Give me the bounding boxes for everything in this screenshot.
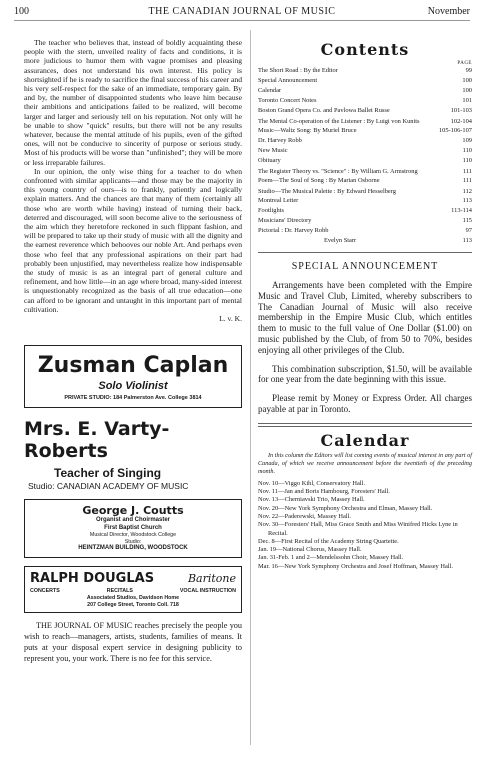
calendar-event: Nov. 11—Jan and Boris Hambourg, Foresters' Hall. — [258, 488, 390, 496]
divider — [258, 426, 472, 427]
announcement-paragraph: This combination subscription, $1.50, will be available for one year from the date beginning with this issue. — [258, 363, 472, 385]
calendar-event: Nov. 22—Paderewski, Massey Hall. — [258, 512, 351, 520]
ad-george-coutts — [24, 499, 242, 558]
divider — [258, 423, 472, 424]
contents-title: Contents — [320, 40, 410, 59]
toc-entry — [258, 136, 472, 146]
toc-entry-title: Montreal Letter — [258, 197, 299, 204]
ad-service: VOCAL INSTRUCTION — [179, 587, 236, 594]
announcement-paragraph: Arrangements have been completed with the Empire Music and Travel Club, Limited, whereby subscribers to The Canadian Journal of Music will also receive membership in the Empire Music Club, which entitles them to music to the full value of One Dollar ($1.00) on music published by the Club, of from 50 to 70%, besides enjoying all other privileges of the Club. — [258, 280, 472, 355]
toc-entry — [258, 216, 472, 226]
toc-entry-title: The Mental Co-operation of the Listener : By Luigi von Kunits — [258, 117, 420, 125]
toc-entry-title: New Music — [258, 147, 288, 154]
ad-name: Mrs. E. Varty-Roberts — [24, 418, 170, 463]
journal-promo: THE JOURNAL OF MUSIC reaches precisely the people you wish to reach—managers, artists, students, families of means. It puts at your disposal expert service in designing publicity to represent you, your work. There is no fee for this service. — [24, 620, 242, 663]
toc-entry-page: 112 — [462, 187, 472, 195]
journal-title: THE CANADIAN JOURNAL OF MUSIC — [148, 6, 336, 17]
ad-varty-roberts — [24, 418, 242, 491]
toc-entry-title: The Register Theory vs. "Science" : By William G. Armstrong — [258, 167, 418, 175]
calendar-event: Dec. 8—First Recital of the Academy String Quartette. — [258, 537, 399, 545]
calendar-event: Mar. 16—New York Symphony Orchestra and Josef Hoffman, Massey Hall. — [258, 562, 453, 570]
toc-entry-page: 111 — [462, 177, 472, 184]
essay-paragraph: In our opinion, the only wise thing for a teacher to do when confronted with similar applicants—and those may be the majority in this young country of ours—is to frankly, patiently and logically explain matters. And the chances are that many of them (certainly all those who are worth while having) instead of turning their back, deterred and discouraged, will soon become alive to the seriousness of the aim which they heretofore reckoned in such flippant fashion, and will be prepared to take up their study of music with all the dignity and the earnest reverence which behooves our noble Art. And perhaps even those who feel that any professional aspirations on their part had probably been unjustified, may nevertheless realize how indispensable the study of music is as an integral part of general culture and refinement, and how little—in an age where broad, many-sided interest is unquestionably recognized as the basis of all true education—one can afford to be ignorant and untaught in this important part of mental cultivation. — [24, 166, 242, 314]
calendar-event: Nov. 13—Cherniavski Trio, Massey Hall. — [258, 496, 365, 504]
page-number: 100 — [14, 6, 29, 17]
toc-entry — [258, 186, 472, 196]
toc-entry-page: 113-114 — [451, 207, 472, 214]
toc-entry-title: Obituary — [258, 157, 281, 164]
toc-entry-page: 100 — [462, 87, 472, 94]
toc-entry-page: 113 — [462, 197, 472, 204]
ad-ralph-douglas — [24, 566, 242, 613]
toc-entry-title: Music—Waltz Song: By Muriel Bruce — [258, 127, 357, 134]
left-column — [24, 38, 242, 664]
toc-entry-page: 102-104 — [450, 117, 472, 125]
toc-entry-page: 115 — [462, 217, 472, 224]
toc-entry-page: 113 — [462, 237, 472, 244]
toc-entry-title: Pictorial : Dr. Harvey Robb — [258, 227, 329, 234]
running-header — [14, 6, 470, 21]
ad-role: Teacher of Singing — [54, 466, 162, 481]
toc-entry-title: The Short Road : By the Editor — [258, 67, 338, 74]
toc-entry-page: 101-103 — [450, 107, 472, 114]
toc-entry — [258, 126, 472, 136]
toc-entry-page: 97 — [465, 227, 472, 234]
toc-entry-title: Dr. Harvey Robb — [258, 137, 302, 144]
toc-entry — [258, 226, 472, 236]
calendar-event: Jan. 31-Feb. 1 and 2—Mendelssohn Choir, Massey Hall. — [258, 554, 404, 562]
ad-line: HEINTZMAN BUILDING, WOODSTOCK — [78, 545, 188, 552]
page-column-label: PAGE — [457, 61, 472, 66]
toc-entry — [258, 176, 472, 186]
ad-line: First Baptist Church — [104, 524, 162, 531]
toc-entry-title: Calendar — [258, 87, 282, 94]
toc-entry-page: 111 — [462, 167, 472, 175]
toc-entry — [258, 206, 472, 216]
essay-paragraph: The teacher who believes that, instead of boldly acquainting these people with the stern, unveiled reality of facts and conditions, it is more judicious to humor them with vague promises and pleasing assurances, does not understand his own interest. His policy is shortsighted if he is ready to sacrifice the final success of his career and his very self-respect for the sake of an immediate, temporary gain. By and by, the number of disappointed students who leave him because their ambitions and anticipations failed to be realized, will become larger and larger and seriously tell on his reputation. Not only will he be unable to show "quick" results, but there will not be any results whatever, because the mental attitude of his pupils, even of the gifted ones, will not be conducive to sincerity of purpose or serious study. Most of his products will be worse than "unfinished"; they will be more or less irreparable failures. — [24, 38, 242, 167]
essay-signature: L. v. K. — [219, 314, 242, 324]
announcement-paragraph: Please remit by Money or Express Order. All charges payable at par in Toronto. — [258, 393, 472, 414]
calendar-event: Nov. 10—Viggo Kihl, Conservatory Hall. — [258, 479, 365, 487]
calendar-list — [258, 480, 472, 571]
toc-entry — [258, 146, 472, 156]
toc-entry — [258, 236, 472, 246]
toc-entry — [258, 96, 472, 106]
ad-address: PRIVATE STUDIO: 184 Palmerston Ave. College 3814 — [64, 395, 202, 402]
toc-entry-page: 110 — [462, 147, 472, 154]
ad-line: Studio: — [124, 538, 142, 545]
announcement-body — [258, 280, 472, 415]
toc-entry-title: Special Announcement — [258, 77, 318, 84]
toc-entry-title: Evelyn Starr — [324, 237, 357, 244]
calendar-event: Jan. 19—National Chorus, Massey Hall. — [258, 546, 362, 554]
essay — [24, 38, 242, 323]
toc-entry-page: 99 — [465, 67, 472, 74]
toc-entry-title: Studio—The Musical Palette : By Edward Hesselberg — [258, 187, 396, 195]
calendar-event: Nov. 20—New York Symphony Orchestra and Elman, Massey Hall. — [258, 504, 433, 512]
toc-entry — [258, 166, 472, 176]
table-of-contents — [258, 66, 472, 246]
ad-name: RALPH DOUGLAS — [30, 570, 155, 586]
toc-entry — [258, 116, 472, 126]
toc-entry — [258, 196, 472, 206]
ad-zusman-caplan — [24, 345, 242, 408]
ad-service: RECITALS — [106, 587, 133, 594]
ad-line: Organist and Choirmaster — [95, 517, 170, 524]
toc-entry-page: 109 — [462, 137, 472, 144]
toc-entry-page: 101 — [462, 97, 472, 104]
column-divider — [250, 30, 251, 745]
divider — [258, 252, 472, 253]
calendar-title: Calendar — [320, 430, 410, 450]
toc-entry — [258, 106, 472, 116]
announcement-heading: SPECIAL ANNOUNCEMENT — [291, 261, 439, 272]
toc-entry-title: Boston Grand Opera Co. and Pavlowa Ballet Russe — [258, 107, 390, 114]
ad-address: Associated Studios, Davidson Home — [86, 594, 180, 601]
ad-line: Musical Director, Woodstock College — [89, 532, 177, 539]
toc-entry — [258, 86, 472, 96]
toc-entry-title: Toronto Concert Notes — [258, 97, 317, 104]
toc-entry-title: Poem—The Soul of Song : By Marian Osborne — [258, 177, 380, 184]
toc-entry — [258, 66, 472, 76]
toc-entry-title: Footlights — [258, 207, 284, 214]
toc-entry-page: 105-106-107 — [438, 127, 472, 134]
right-column — [258, 38, 472, 571]
calendar-intro: In this column the Editors will list coming events of musical interest in any part of Canada, of which we receive announcement before the twentieth of the preceding month. — [258, 451, 472, 475]
ad-role: Baritone — [187, 571, 236, 585]
ad-service: CONCERTS — [30, 587, 60, 594]
issue-month: November — [427, 6, 470, 17]
calendar-event: Nov. 30—Foresters' Hall, Miss Grace Smith and Miss Winifred Hicks Lyne in Recital. — [258, 521, 458, 537]
ad-name: George J. Coutts — [82, 504, 184, 518]
ad-address: 207 College Street, Toronto Coll. 718 — [87, 602, 179, 609]
toc-entry — [258, 156, 472, 166]
ad-studio: Studio: CANADIAN ACADEMY OF MUSIC — [28, 481, 189, 492]
toc-entry-page: 100 — [462, 77, 472, 84]
ad-name: Zusman Caplan — [37, 353, 229, 379]
toc-entry-title: Musicians' Directory — [258, 217, 312, 224]
toc-entry — [258, 76, 472, 86]
ad-role: Solo Violinist — [98, 380, 168, 393]
toc-entry-page: 110 — [462, 157, 472, 164]
